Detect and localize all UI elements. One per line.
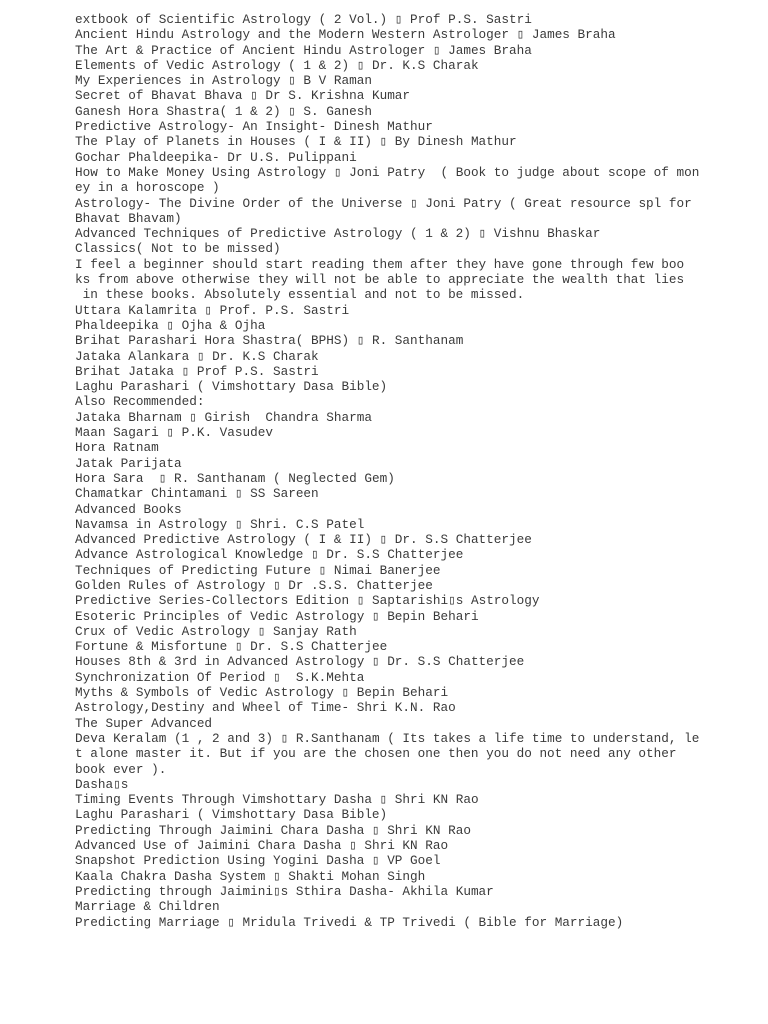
text-line: Hora Sara ▯ R. Santhanam ( Neglected Gem) xyxy=(75,470,395,486)
text-line: Phaldeepika ▯ Ojha & Ojha xyxy=(75,317,266,333)
text-line: Brihat Parashari Hora Shastra( BPHS) ▯ R. Santhanam xyxy=(75,333,464,349)
text-line: Kaala Chakra Dasha System ▯ Shakti Mohan Singh xyxy=(75,868,426,884)
text-line: Classics( Not to be missed) xyxy=(75,241,281,257)
text-line: Secret of Bhavat Bhava ▯ Dr S. Krishna Kumar xyxy=(75,88,411,104)
text-line: Synchronization Of Period ▯ S.K.Mehta xyxy=(75,669,365,685)
text-line: Dasha▯s xyxy=(75,776,129,792)
text-line: Laghu Parashari ( Vimshottary Dasa Bible) xyxy=(75,379,388,395)
text-line: Astrology,Destiny and Wheel of Time- Shri K.N. Rao xyxy=(75,700,456,716)
text-line: Predicting Marriage ▯ Mridula Trivedi & TP Trivedi ( Bible for Marriage) xyxy=(75,914,624,930)
text-line: Houses 8th & 3rd in Advanced Astrology ▯ Dr. S.S Chatterjee xyxy=(75,654,525,670)
text-line: The Play of Planets in Houses ( I & II) ▯ By Dinesh Mathur xyxy=(75,134,517,150)
text-line: Advanced Use of Jaimini Chara Dasha ▯ Shri KN Rao xyxy=(75,838,449,854)
text-line: Hora Ratnam xyxy=(75,440,159,456)
text-line: extbook of Scientific Astrology ( 2 Vol.) ▯ Prof P.S. Sastri xyxy=(75,12,532,27)
text-line: The Art & Practice of Ancient Hindu Astrologer ▯ James Braha xyxy=(75,42,532,58)
text-line: Advanced Predictive Astrology ( I & II) ▯ Dr. S.S Chatterjee xyxy=(75,532,532,548)
text-line: Brihat Jataka ▯ Prof P.S. Sastri xyxy=(75,363,319,379)
text-line: Myths & Symbols of Vedic Astrology ▯ Bepin Behari xyxy=(75,685,449,701)
text-line: Golden Rules of Astrology ▯ Dr .S.S. Chatterjee xyxy=(75,577,433,593)
text-line: Bhavat Bhavam) xyxy=(75,210,182,226)
text-line: Crux of Vedic Astrology ▯ Sanjay Rath xyxy=(75,623,357,639)
text-line: Fortune & Misfortune ▯ Dr. S.S Chatterjee xyxy=(75,639,388,655)
text-line: Predicting through Jaimini▯s Sthira Dasha- Akhila Kumar xyxy=(75,883,494,899)
text-line: How to Make Money Using Astrology ▯ Joni Patry ( Book to judge about scope of mon xyxy=(75,164,700,180)
text-line: in these books. Absolutely essential and not to be missed. xyxy=(75,287,525,303)
text-line: Snapshot Prediction Using Yogini Dasha ▯ VP Goel xyxy=(75,853,441,869)
text-line: Maan Sagari ▯ P.K. Vasudev xyxy=(75,425,273,441)
text-line: Advanced Books xyxy=(75,501,182,517)
text-line: My Experiences in Astrology ▯ B V Raman xyxy=(75,73,372,89)
text-line: Predicting Through Jaimini Chara Dasha ▯ Shri KN Rao xyxy=(75,822,471,838)
text-line: ey in a horoscope ) xyxy=(75,180,220,196)
text-line: Ancient Hindu Astrology and the Modern Western Astrologer ▯ James Braha xyxy=(75,27,616,43)
text-line: Techniques of Predicting Future ▯ Nimai Banerjee xyxy=(75,562,441,578)
document-text xyxy=(75,12,755,930)
text-line: Navamsa in Astrology ▯ Shri. C.S Patel xyxy=(75,516,365,532)
text-line: Jataka Bharnam ▯ Girish Chandra Sharma xyxy=(75,409,372,425)
text-line: Laghu Parashari ( Vimshottary Dasa Bible) xyxy=(75,807,388,823)
text-line: Astrology- The Divine Order of the Universe ▯ Joni Patry ( Great resource spl for xyxy=(75,195,692,211)
text-line: Elements of Vedic Astrology ( 1 & 2) ▯ Dr. K.S Charak xyxy=(75,57,479,73)
text-line: ks from above otherwise they will not be able to appreciate the wealth that lies xyxy=(75,272,685,288)
text-line: Timing Events Through Vimshottary Dasha ▯ Shri KN Rao xyxy=(75,792,479,808)
text-line: Advance Astrological Knowledge ▯ Dr. S.S Chatterjee xyxy=(75,547,464,563)
text-line: Esoteric Principles of Vedic Astrology ▯ Bepin Behari xyxy=(75,608,479,624)
text-line: Jatak Parijata xyxy=(75,455,182,471)
text-line: Jataka Alankara ▯ Dr. K.S Charak xyxy=(75,348,319,364)
text-line: Uttara Kalamrita ▯ Prof. P.S. Sastri xyxy=(75,302,350,318)
text-line: Gochar Phaldeepika- Dr U.S. Pulippani xyxy=(75,149,357,165)
text-line: Chamatkar Chintamani ▯ SS Sareen xyxy=(75,486,319,502)
text-line: Advanced Techniques of Predictive Astrology ( 1 & 2) ▯ Vishnu Bhaskar xyxy=(75,226,601,242)
text-line: The Super Advanced xyxy=(75,715,213,731)
text-line: Predictive Series-Collectors Edition ▯ Saptarishi▯s Astrology xyxy=(75,593,540,609)
text-line: t alone master it. But if you are the chosen one then you do not need any other xyxy=(75,746,677,762)
text-line: Deva Keralam (1 , 2 and 3) ▯ R.Santhanam ( Its takes a life time to understand, le xyxy=(75,730,700,746)
text-line: book ever ). xyxy=(75,761,167,777)
text-line: Ganesh Hora Shastra( 1 & 2) ▯ S. Ganesh xyxy=(75,103,372,119)
text-line: Predictive Astrology- An Insight- Dinesh Mathur xyxy=(75,119,433,135)
text-line: I feel a beginner should start reading them after they have gone through few boo xyxy=(75,256,685,272)
text-line: Also Recommended: xyxy=(75,394,205,410)
text-line: Marriage & Children xyxy=(75,899,220,915)
